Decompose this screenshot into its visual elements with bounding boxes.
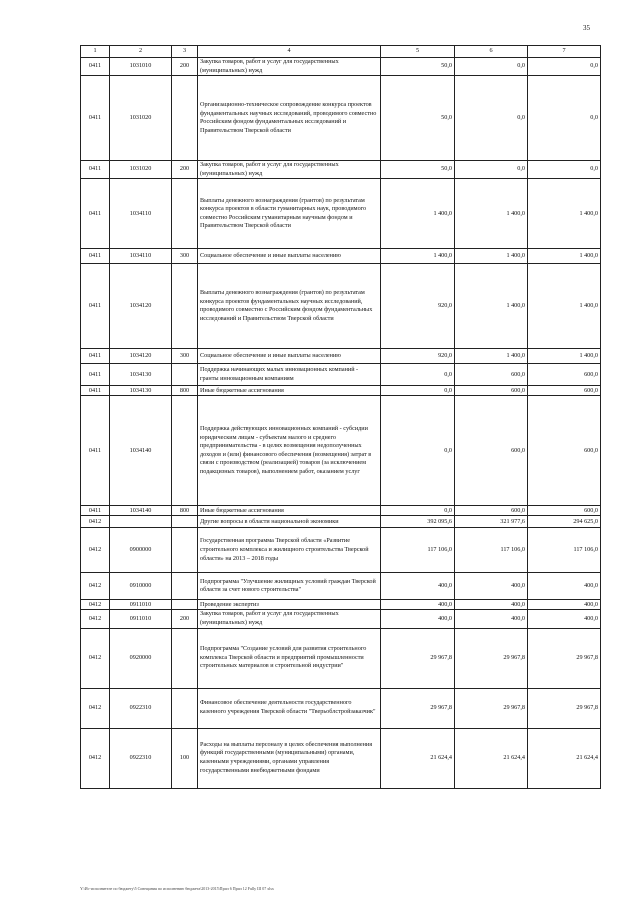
table-row xyxy=(81,528,601,573)
amount-col5: 400,0 xyxy=(381,610,455,628)
amount-col5: 117 106,0 xyxy=(381,528,455,573)
item-name: Поддержка действующих инновационных компаний - субсидии юридическим лицам - субъектам малого и среднего предпринимательства - в целях возмещения недополученных доходов и (или) финансового обеспечения (возмещения) затрат в связи с производством (реализацией) товаров (за исключением подакцизных товаров), выполнением работ, оказанием услуг xyxy=(198,396,381,506)
target-code: 1034120 xyxy=(110,264,172,349)
target-code: 1034130 xyxy=(110,386,172,396)
table-row xyxy=(81,58,601,76)
expense-type-code xyxy=(172,628,198,688)
section-code: 0411 xyxy=(81,76,110,161)
item-name: Закупка товаров, работ и услуг для государственных (муниципальных) нужд xyxy=(198,58,381,76)
target-code: 1034140 xyxy=(110,396,172,506)
amount-col6: 0,0 xyxy=(455,58,528,76)
section-code: 0412 xyxy=(81,728,110,788)
section-code: 0411 xyxy=(81,396,110,506)
table-row xyxy=(81,728,601,788)
item-name: Проведение экспертиз xyxy=(198,600,381,610)
section-code: 0412 xyxy=(81,628,110,688)
target-code: 0922310 xyxy=(110,728,172,788)
item-name: Социальное обеспечение и иные выплаты населению xyxy=(198,349,381,364)
section-code: 0411 xyxy=(81,58,110,76)
expense-type-code: 200 xyxy=(172,161,198,179)
table-row xyxy=(81,396,601,506)
amount-col7: 117 106,0 xyxy=(528,528,601,573)
section-code: 0411 xyxy=(81,386,110,396)
column-header-7: 7 xyxy=(528,46,601,58)
target-code: 0922310 xyxy=(110,688,172,728)
table-body xyxy=(81,58,601,789)
section-code: 0412 xyxy=(81,610,110,628)
column-header-5: 5 xyxy=(381,46,455,58)
column-header-3: 3 xyxy=(172,46,198,58)
item-name: Иные бюджетные ассигнования xyxy=(198,386,381,396)
amount-col6: 21 624,4 xyxy=(455,728,528,788)
target-code: 0920000 xyxy=(110,628,172,688)
amount-col6: 0,0 xyxy=(455,161,528,179)
section-code: 0411 xyxy=(81,506,110,516)
table-row xyxy=(81,161,601,179)
item-name: Выплаты денежного вознаграждения (грантов) по результатам конкурса проектов фундаментальных научных исследований, проводимого совместно с Российским фондом фундаментальных исследований и Правительством Тверской области xyxy=(198,264,381,349)
table-row xyxy=(81,506,601,516)
table-row xyxy=(81,516,601,528)
item-name: Иные бюджетные ассигнования xyxy=(198,506,381,516)
item-name: Другие вопросы в области национальной экономики xyxy=(198,516,381,528)
amount-col5: 1 400,0 xyxy=(381,179,455,249)
amount-col6: 117 106,0 xyxy=(455,528,528,573)
amount-col5: 920,0 xyxy=(381,349,455,364)
target-code: 1031020 xyxy=(110,161,172,179)
page-number: 35 xyxy=(583,24,590,32)
table-row xyxy=(81,610,601,628)
table-row xyxy=(81,600,601,610)
amount-col5: 50,0 xyxy=(381,76,455,161)
section-code: 0411 xyxy=(81,264,110,349)
column-header-2: 2 xyxy=(110,46,172,58)
target-code: 0911010 xyxy=(110,610,172,628)
amount-col6: 1 400,0 xyxy=(455,349,528,364)
amount-col6: 600,0 xyxy=(455,386,528,396)
section-code: 0411 xyxy=(81,364,110,386)
table-row xyxy=(81,249,601,264)
amount-col5: 392 095,6 xyxy=(381,516,455,528)
expense-type-code xyxy=(172,264,198,349)
expense-type-code xyxy=(172,528,198,573)
expense-type-code: 200 xyxy=(172,610,198,628)
target-code: 1031020 xyxy=(110,76,172,161)
target-code: 1034120 xyxy=(110,349,172,364)
expense-type-code xyxy=(172,396,198,506)
column-header-1: 1 xyxy=(81,46,110,58)
item-name: Государственная программа Тверской области «Развитие строительного комплекса и жилищного строительства Тверской области» на 2013 – 2018 годы xyxy=(198,528,381,573)
amount-col5: 400,0 xyxy=(381,573,455,600)
amount-col6: 29 967,8 xyxy=(455,628,528,688)
item-name: Расходы на выплаты персоналу в целях обеспечения выполнения функций государственными (муниципальными) органами, казенными учреждениями, органами управления государственными внебюджетными фондами xyxy=(198,728,381,788)
file-path-footer: Y:\Ис-исполнителе по бюджету\5 Совещания по исполнению бюджета\2013-2015\Прил 6 Прил 12 Fully Ш 07 xlsx xyxy=(80,886,274,891)
item-name: Закупка товаров, работ и услуг для государственных (муниципальных) нужд xyxy=(198,161,381,179)
amount-col5: 1 400,0 xyxy=(381,249,455,264)
expense-type-code xyxy=(172,573,198,600)
amount-col7: 0,0 xyxy=(528,161,601,179)
item-name: Финансовое обеспечение деятельности государственного казенного учреждения Тверской области "Тверьоблстройзаказчик" xyxy=(198,688,381,728)
section-code: 0411 xyxy=(81,179,110,249)
section-code: 0411 xyxy=(81,349,110,364)
amount-col6: 400,0 xyxy=(455,600,528,610)
item-name: Социальное обеспечение и иные выплаты населению xyxy=(198,249,381,264)
amount-col6: 321 977,6 xyxy=(455,516,528,528)
target-code: 1034110 xyxy=(110,179,172,249)
table-row xyxy=(81,688,601,728)
target-code xyxy=(110,516,172,528)
table-row xyxy=(81,573,601,600)
target-code: 1031010 xyxy=(110,58,172,76)
item-name: Закупка товаров, работ и услуг для государственных (муниципальных) нужд xyxy=(198,610,381,628)
section-code: 0411 xyxy=(81,161,110,179)
table-row xyxy=(81,264,601,349)
amount-col5: 50,0 xyxy=(381,58,455,76)
amount-col7: 1 400,0 xyxy=(528,179,601,249)
expense-type-code xyxy=(172,600,198,610)
expense-type-code xyxy=(172,688,198,728)
amount-col6: 1 400,0 xyxy=(455,179,528,249)
table-row xyxy=(81,179,601,249)
amount-col7: 29 967,8 xyxy=(528,688,601,728)
amount-col7: 1 400,0 xyxy=(528,249,601,264)
target-code: 1034110 xyxy=(110,249,172,264)
amount-col7: 400,0 xyxy=(528,610,601,628)
target-code: 1034130 xyxy=(110,364,172,386)
amount-col5: 21 624,4 xyxy=(381,728,455,788)
amount-col6: 600,0 xyxy=(455,506,528,516)
item-name: Выплаты денежного вознаграждения (грантов) по результатам конкурса проектов в области гуманитарных наук, проводимого совместно Российским гуманитарным научным фондом и Правительством Тверской области xyxy=(198,179,381,249)
column-header-4: 4 xyxy=(198,46,381,58)
table-row xyxy=(81,349,601,364)
amount-col7: 600,0 xyxy=(528,386,601,396)
target-code: 1034140 xyxy=(110,506,172,516)
expense-type-code: 800 xyxy=(172,386,198,396)
amount-col6: 600,0 xyxy=(455,396,528,506)
table-row xyxy=(81,628,601,688)
amount-col5: 0,0 xyxy=(381,364,455,386)
expense-type-code: 200 xyxy=(172,58,198,76)
section-code: 0412 xyxy=(81,573,110,600)
amount-col6: 400,0 xyxy=(455,610,528,628)
amount-col5: 0,0 xyxy=(381,386,455,396)
amount-col7: 294 625,0 xyxy=(528,516,601,528)
amount-col7: 0,0 xyxy=(528,58,601,76)
expense-type-code xyxy=(172,516,198,528)
column-header-6: 6 xyxy=(455,46,528,58)
amount-col6: 600,0 xyxy=(455,364,528,386)
amount-col7: 1 400,0 xyxy=(528,349,601,364)
section-code: 0412 xyxy=(81,600,110,610)
amount-col5: 920,0 xyxy=(381,264,455,349)
amount-col6: 29 967,8 xyxy=(455,688,528,728)
amount-col7: 29 967,8 xyxy=(528,628,601,688)
expense-type-code: 100 xyxy=(172,728,198,788)
section-code: 0412 xyxy=(81,516,110,528)
amount-col6: 0,0 xyxy=(455,76,528,161)
expense-type-code xyxy=(172,364,198,386)
target-code: 0900000 xyxy=(110,528,172,573)
amount-col5: 50,0 xyxy=(381,161,455,179)
item-name: Подпрограмма "Улучшение жилищных условий граждан Тверской области за счет нового строительства" xyxy=(198,573,381,600)
section-code: 0412 xyxy=(81,688,110,728)
section-code: 0411 xyxy=(81,249,110,264)
target-code: 0910000 xyxy=(110,573,172,600)
amount-col7: 1 400,0 xyxy=(528,264,601,349)
expense-type-code xyxy=(172,179,198,249)
amount-col7: 600,0 xyxy=(528,396,601,506)
expense-type-code: 300 xyxy=(172,349,198,364)
amount-col6: 1 400,0 xyxy=(455,264,528,349)
section-code: 0412 xyxy=(81,528,110,573)
amount-col7: 21 624,4 xyxy=(528,728,601,788)
amount-col7: 400,0 xyxy=(528,573,601,600)
budget-table xyxy=(80,45,601,789)
table-row xyxy=(81,386,601,396)
item-name: Организационно-техническое сопровождение конкурса проектов фундаментальных научных исследований, проводимого совместно Российским фондом фундаментальных исследований и Правительством Тверской области xyxy=(198,76,381,161)
amount-col5: 400,0 xyxy=(381,600,455,610)
amount-col7: 600,0 xyxy=(528,364,601,386)
amount-col7: 0,0 xyxy=(528,76,601,161)
amount-col5: 29 967,8 xyxy=(381,628,455,688)
amount-col5: 0,0 xyxy=(381,396,455,506)
item-name: Подпрограмма "Создание условий для развития строительного комплекса Тверской области и предприятий промышленности строительных материалов и строительной индустрии" xyxy=(198,628,381,688)
amount-col5: 29 967,8 xyxy=(381,688,455,728)
item-name: Поддержка начинающих малых инновационных компаний - гранты инновационным компаниям xyxy=(198,364,381,386)
expense-type-code xyxy=(172,76,198,161)
expense-type-code: 300 xyxy=(172,249,198,264)
table-row xyxy=(81,76,601,161)
expense-type-code: 800 xyxy=(172,506,198,516)
table-header-row xyxy=(81,46,601,58)
amount-col5: 0,0 xyxy=(381,506,455,516)
target-code: 0911010 xyxy=(110,600,172,610)
amount-col7: 400,0 xyxy=(528,600,601,610)
amount-col6: 400,0 xyxy=(455,573,528,600)
table-row xyxy=(81,364,601,386)
amount-col7: 600,0 xyxy=(528,506,601,516)
amount-col6: 1 400,0 xyxy=(455,249,528,264)
